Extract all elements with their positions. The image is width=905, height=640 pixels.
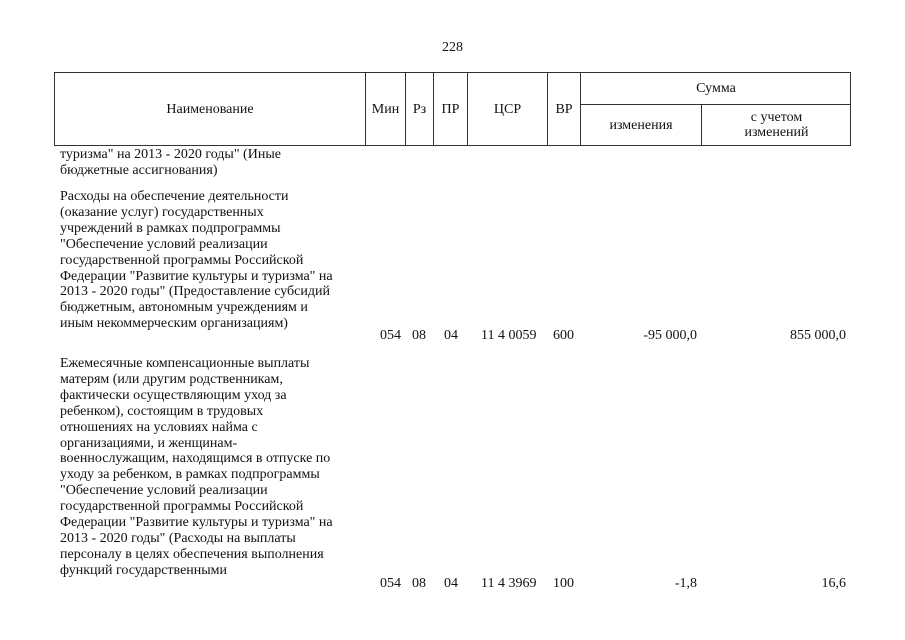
page-number: 228 bbox=[442, 40, 463, 55]
name-line: военнослужащим, находящимся в отпуске по bbox=[60, 451, 331, 467]
name-line: (оказание услуг) государственных bbox=[60, 204, 264, 220]
name-line: учреждений в рамках подпрограммы bbox=[60, 220, 281, 236]
name-line: Ежемесячные компенсационные выплаты bbox=[60, 356, 310, 371]
name-line: Федерации "Развитие культуры и туризма" на bbox=[60, 515, 333, 531]
cell-rz: 08 bbox=[412, 328, 426, 343]
header-csr: ЦСР bbox=[493, 101, 522, 117]
name-line: Федерации "Развитие культуры и туризма" на bbox=[60, 268, 333, 284]
cell-change: -95 000,0 bbox=[643, 328, 697, 343]
header-vr: ВР bbox=[555, 101, 573, 117]
cell-vr: 100 bbox=[553, 576, 574, 591]
name-line: государственной программы Российской bbox=[60, 499, 304, 515]
header-change: изменения bbox=[609, 117, 673, 133]
table-row-name bbox=[60, 147, 362, 179]
name-line: ребенком), состоящим в трудовых bbox=[60, 403, 264, 419]
name-line: бюджетные ассигнования) bbox=[60, 162, 218, 178]
name-line: 2013 - 2020 годы" (Расходы на выплаты bbox=[60, 530, 296, 546]
name-line: 2013 - 2020 годы" (Предоставление субсидий bbox=[60, 284, 330, 300]
header-with-change-line2: изменений bbox=[744, 125, 809, 140]
name-line: "Обеспечение условий реализации bbox=[60, 236, 268, 252]
name-line: фактически осуществляющим уход за bbox=[60, 387, 287, 403]
name-line: государственной программы Российской bbox=[60, 252, 304, 268]
cell-vr: 600 bbox=[553, 328, 574, 343]
name-line: бюджетным, автономным учреждениям и bbox=[60, 300, 308, 316]
name-line: функций государственными bbox=[60, 562, 228, 578]
cell-change: -1,8 bbox=[674, 576, 697, 591]
name-line: отношениях на условиях найма с bbox=[60, 419, 258, 435]
cell-rz: 08 bbox=[412, 576, 426, 591]
name-line: персоналу в целях обеспечения выполнения bbox=[60, 546, 324, 562]
name-line: туризма" на 2013 - 2020 годы" (Иные bbox=[60, 147, 281, 162]
cell-total: 855 000,0 bbox=[790, 328, 846, 343]
name-line: "Обеспечение условий реализации bbox=[60, 483, 268, 499]
cell-total: 16,6 bbox=[821, 576, 846, 591]
table-row-name bbox=[60, 356, 362, 579]
table-row-name bbox=[60, 189, 362, 332]
name-line: иным некоммерческим организациям) bbox=[60, 316, 288, 332]
header-name: Наименование bbox=[166, 101, 254, 117]
header-with-change bbox=[702, 105, 851, 145]
cell-pr: 04 bbox=[444, 328, 458, 343]
header-with-change-line1: с учетом bbox=[750, 110, 803, 125]
header-min: Мин bbox=[371, 101, 400, 117]
name-line: Расходы на обеспечение деятельности bbox=[60, 189, 289, 204]
cell-min: 054 bbox=[380, 576, 401, 591]
cell-csr: 11 4 3969 bbox=[481, 576, 537, 591]
name-line: организациями, и женщинам- bbox=[60, 435, 238, 451]
header-pr: ПР bbox=[441, 101, 460, 117]
header-rz: Рз bbox=[412, 101, 427, 117]
name-line: уходу за ребенком, в рамках подпрограммы bbox=[60, 467, 320, 483]
cell-pr: 04 bbox=[444, 576, 458, 591]
header-sum: Сумма bbox=[696, 81, 736, 96]
cell-csr: 11 4 0059 bbox=[481, 328, 537, 343]
name-line: матерям (или другим родственникам, bbox=[60, 371, 283, 387]
cell-min: 054 bbox=[380, 328, 401, 343]
